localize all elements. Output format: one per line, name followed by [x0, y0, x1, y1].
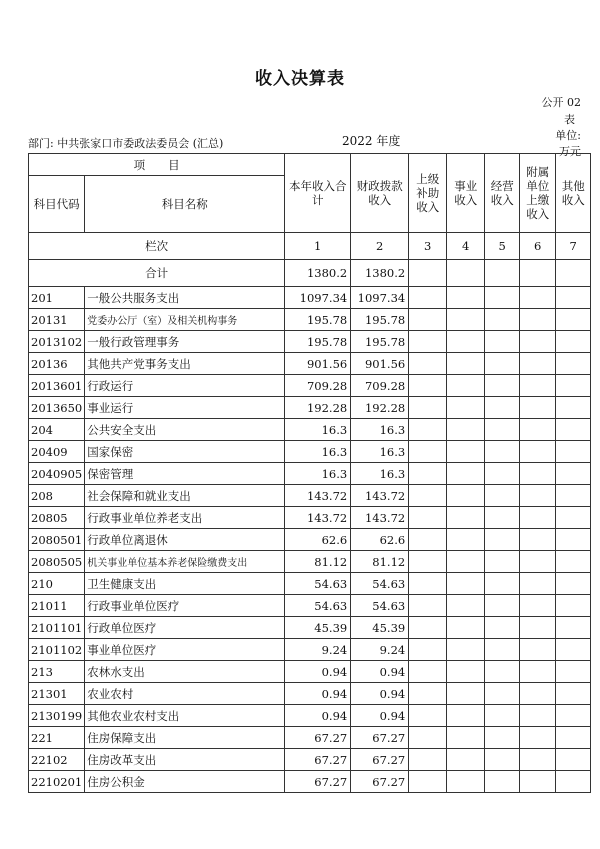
business-income [447, 573, 485, 595]
subject-code: 2013102 [29, 331, 85, 353]
other-income [556, 727, 591, 749]
business-income [447, 683, 485, 705]
table-row [29, 463, 591, 485]
operating-income [485, 529, 520, 551]
operating-income [485, 705, 520, 727]
superior-income [409, 441, 447, 463]
income-total: 901.56 [285, 353, 351, 375]
income-total: 0.94 [285, 661, 351, 683]
income-total: 16.3 [285, 419, 351, 441]
subject-name: 住房改革支出 [85, 749, 285, 771]
subject-name: 卫生健康支出 [85, 573, 285, 595]
superior-income [409, 661, 447, 683]
affiliated-income [520, 573, 556, 595]
operating-income [485, 353, 520, 375]
affiliated-income [520, 749, 556, 771]
income-total: 1097.34 [285, 287, 351, 309]
unit-label: 单位: [555, 129, 581, 142]
operating-income [485, 683, 520, 705]
income-total: 0.94 [285, 705, 351, 727]
table-row [29, 375, 591, 397]
business-income [447, 375, 485, 397]
income-total: 195.78 [285, 309, 351, 331]
revenue-table [28, 153, 591, 793]
total-col1: 1380.2 [285, 260, 351, 287]
affiliated-income [520, 661, 556, 683]
income-total: 54.63 [285, 573, 351, 595]
col-num: 5 [485, 233, 520, 260]
income-total: 143.72 [285, 485, 351, 507]
fiscal-income: 0.94 [351, 705, 409, 727]
subject-name: 事业单位医疗 [85, 639, 285, 661]
superior-income [409, 771, 447, 793]
fiscal-income: 1097.34 [351, 287, 409, 309]
affiliated-income [520, 771, 556, 793]
fiscal-income: 143.72 [351, 485, 409, 507]
business-income [447, 705, 485, 727]
superior-income [409, 375, 447, 397]
col-num: 4 [447, 233, 485, 260]
fiscal-income: 0.94 [351, 661, 409, 683]
subject-name: 国家保密 [85, 441, 285, 463]
superior-income [409, 397, 447, 419]
affiliated-income [520, 463, 556, 485]
table-row [29, 441, 591, 463]
subject-name: 一般公共服务支出 [85, 287, 285, 309]
fiscal-income: 54.63 [351, 595, 409, 617]
col-num: 1 [285, 233, 351, 260]
page-title: 收入决算表 [255, 69, 345, 89]
income-total: 9.24 [285, 639, 351, 661]
subject-name: 行政事业单位医疗 [85, 595, 285, 617]
subject-name: 农业农村 [85, 683, 285, 705]
affiliated-income [520, 375, 556, 397]
table-row [29, 309, 591, 331]
subject-code: 210 [29, 573, 85, 595]
operating-income [485, 287, 520, 309]
income-total: 16.3 [285, 463, 351, 485]
business-income [447, 551, 485, 573]
subject-code: 208 [29, 485, 85, 507]
table-row [29, 551, 591, 573]
empty-cell [520, 260, 556, 287]
superior-income [409, 463, 447, 485]
empty-cell [556, 260, 591, 287]
affiliated-income [520, 683, 556, 705]
table-row [29, 595, 591, 617]
table-row [29, 529, 591, 551]
table-row [29, 419, 591, 441]
subject-name: 住房保障支出 [85, 727, 285, 749]
superior-income [409, 529, 447, 551]
subject-code: 21301 [29, 683, 85, 705]
table-row [29, 661, 591, 683]
operating-income [485, 551, 520, 573]
subject-code: 20409 [29, 441, 85, 463]
table-row [29, 287, 591, 309]
affiliated-income [520, 529, 556, 551]
business-income [447, 441, 485, 463]
fiscal-income: 901.56 [351, 353, 409, 375]
business-income [447, 463, 485, 485]
table-row [29, 749, 591, 771]
affiliated-income [520, 485, 556, 507]
subject-code: 2013650 [29, 397, 85, 419]
operating-income [485, 375, 520, 397]
operating-income [485, 463, 520, 485]
subject-code: 2101101 [29, 617, 85, 639]
operating-income [485, 727, 520, 749]
superior-income [409, 551, 447, 573]
other-income [556, 463, 591, 485]
subject-name: 行政单位离退休 [85, 529, 285, 551]
subject-name: 一般行政管理事务 [85, 331, 285, 353]
other-income [556, 661, 591, 683]
operating-income [485, 331, 520, 353]
col-business-header: 事业收入 [447, 154, 485, 233]
business-income [447, 507, 485, 529]
other-income [556, 595, 591, 617]
unit-value: 万元 [559, 145, 581, 158]
col-num: 3 [409, 233, 447, 260]
income-total: 195.78 [285, 331, 351, 353]
income-total: 45.39 [285, 617, 351, 639]
affiliated-income [520, 595, 556, 617]
business-income [447, 661, 485, 683]
empty-cell [409, 260, 447, 287]
other-income [556, 683, 591, 705]
affiliated-income [520, 419, 556, 441]
subject-name: 行政单位医疗 [85, 617, 285, 639]
subject-name: 其他共产党事务支出 [85, 353, 285, 375]
col-num: 6 [520, 233, 556, 260]
table-row [29, 573, 591, 595]
other-income [556, 705, 591, 727]
subject-code: 2130199 [29, 705, 85, 727]
affiliated-income [520, 287, 556, 309]
fiscal-income: 195.78 [351, 309, 409, 331]
superior-income [409, 287, 447, 309]
subject-code: 21011 [29, 595, 85, 617]
operating-income [485, 507, 520, 529]
operating-income [485, 639, 520, 661]
col-num: 7 [556, 233, 591, 260]
subject-name: 住房公积金 [85, 771, 285, 793]
superior-income [409, 485, 447, 507]
business-income [447, 617, 485, 639]
business-income [447, 485, 485, 507]
business-income [447, 771, 485, 793]
form-code: 公开 02 [541, 96, 581, 109]
affiliated-income [520, 331, 556, 353]
col-operating-header: 经营收入 [485, 154, 520, 233]
other-income [556, 485, 591, 507]
other-income [556, 397, 591, 419]
business-income [447, 353, 485, 375]
subject-code: 22102 [29, 749, 85, 771]
fiscal-income: 143.72 [351, 507, 409, 529]
superior-income [409, 573, 447, 595]
subject-code: 20805 [29, 507, 85, 529]
table-row [29, 331, 591, 353]
business-income [447, 639, 485, 661]
fiscal-income: 16.3 [351, 419, 409, 441]
subject-name: 农林水支出 [85, 661, 285, 683]
col-num: 2 [351, 233, 409, 260]
fiscal-income: 0.94 [351, 683, 409, 705]
table-row [29, 727, 591, 749]
fiscal-income: 67.27 [351, 727, 409, 749]
superior-income [409, 683, 447, 705]
other-income [556, 507, 591, 529]
superior-income [409, 617, 447, 639]
fiscal-income: 192.28 [351, 397, 409, 419]
fiscal-year: 2022 年度 [342, 134, 401, 148]
income-total: 67.27 [285, 727, 351, 749]
fiscal-income: 67.27 [351, 771, 409, 793]
operating-income [485, 595, 520, 617]
other-income [556, 617, 591, 639]
table-row [29, 353, 591, 375]
col-fiscal-header: 财政拨款收入 [351, 154, 409, 233]
column-no-label: 栏次 [29, 233, 285, 260]
form-code-suffix: 表 [564, 113, 575, 126]
table-row [29, 397, 591, 419]
subject-code: 213 [29, 661, 85, 683]
fiscal-income: 16.3 [351, 463, 409, 485]
superior-income [409, 639, 447, 661]
superior-income [409, 331, 447, 353]
subject-name: 党委办公厅（室）及相关机构事务 [85, 309, 285, 331]
other-income [556, 573, 591, 595]
other-income [556, 331, 591, 353]
business-income [447, 529, 485, 551]
subject-code-header: 科目代码 [29, 176, 85, 233]
operating-income [485, 617, 520, 639]
operating-income [485, 771, 520, 793]
business-income [447, 287, 485, 309]
superior-income [409, 507, 447, 529]
subject-name: 公共安全支出 [85, 419, 285, 441]
affiliated-income [520, 309, 556, 331]
subject-code: 2013601 [29, 375, 85, 397]
income-total: 0.94 [285, 683, 351, 705]
operating-income [485, 397, 520, 419]
business-income [447, 749, 485, 771]
affiliated-income [520, 507, 556, 529]
operating-income [485, 661, 520, 683]
subject-name: 社会保障和就业支出 [85, 485, 285, 507]
subject-name: 行政运行 [85, 375, 285, 397]
subject-name: 保密管理 [85, 463, 285, 485]
other-income [556, 287, 591, 309]
table-row [29, 617, 591, 639]
col-total-header: 本年收入合计 [285, 154, 351, 233]
subject-code: 2080501 [29, 529, 85, 551]
table-row [29, 771, 591, 793]
fiscal-income: 81.12 [351, 551, 409, 573]
business-income [447, 309, 485, 331]
affiliated-income [520, 353, 556, 375]
table-row [29, 705, 591, 727]
other-income [556, 375, 591, 397]
other-income [556, 771, 591, 793]
affiliated-income [520, 617, 556, 639]
fiscal-income: 16.3 [351, 441, 409, 463]
table-row [29, 639, 591, 661]
superior-income [409, 309, 447, 331]
operating-income [485, 573, 520, 595]
fiscal-income: 9.24 [351, 639, 409, 661]
table-row [29, 507, 591, 529]
fiscal-income: 195.78 [351, 331, 409, 353]
income-total: 16.3 [285, 441, 351, 463]
other-income [556, 639, 591, 661]
operating-income [485, 419, 520, 441]
total-col2: 1380.2 [351, 260, 409, 287]
col-affiliated-header: 附属单位上缴收入 [520, 154, 556, 233]
other-income [556, 551, 591, 573]
subject-name: 行政事业单位养老支出 [85, 507, 285, 529]
income-total: 54.63 [285, 595, 351, 617]
other-income [556, 353, 591, 375]
superior-income [409, 595, 447, 617]
fiscal-income: 54.63 [351, 573, 409, 595]
income-total: 192.28 [285, 397, 351, 419]
subject-code: 20131 [29, 309, 85, 331]
other-income [556, 441, 591, 463]
fiscal-income: 709.28 [351, 375, 409, 397]
operating-income [485, 485, 520, 507]
income-total: 67.27 [285, 749, 351, 771]
business-income [447, 727, 485, 749]
income-total: 709.28 [285, 375, 351, 397]
fiscal-income: 45.39 [351, 617, 409, 639]
other-income [556, 309, 591, 331]
col-other-header: 其他收入 [556, 154, 591, 233]
business-income [447, 331, 485, 353]
affiliated-income [520, 705, 556, 727]
subject-code: 204 [29, 419, 85, 441]
subject-name: 事业运行 [85, 397, 285, 419]
department-label: 部门: 中共张家口市委政法委员会 (汇总) [28, 137, 224, 150]
business-income [447, 397, 485, 419]
empty-cell [485, 260, 520, 287]
other-income [556, 419, 591, 441]
other-income [556, 529, 591, 551]
income-total: 67.27 [285, 771, 351, 793]
other-income [556, 749, 591, 771]
affiliated-income [520, 639, 556, 661]
subject-code: 201 [29, 287, 85, 309]
subject-code: 221 [29, 727, 85, 749]
affiliated-income [520, 441, 556, 463]
superior-income [409, 419, 447, 441]
operating-income [485, 441, 520, 463]
income-total: 143.72 [285, 507, 351, 529]
col-superior-header: 上级补助收入 [409, 154, 447, 233]
subject-name: 其他农业农村支出 [85, 705, 285, 727]
affiliated-income [520, 551, 556, 573]
table-row [29, 485, 591, 507]
subject-name-header: 科目名称 [85, 176, 285, 233]
subject-name: 机关事业单位基本养老保险缴费支出 [85, 551, 285, 573]
item-header: 项 目 [29, 154, 285, 176]
superior-income [409, 727, 447, 749]
income-total: 62.6 [285, 529, 351, 551]
subject-code: 2101102 [29, 639, 85, 661]
affiliated-income [520, 727, 556, 749]
business-income [447, 419, 485, 441]
fiscal-income: 62.6 [351, 529, 409, 551]
total-label: 合计 [29, 260, 285, 287]
empty-cell [447, 260, 485, 287]
superior-income [409, 705, 447, 727]
superior-income [409, 353, 447, 375]
operating-income [485, 749, 520, 771]
subject-code: 2210201 [29, 771, 85, 793]
superior-income [409, 749, 447, 771]
subject-code: 20136 [29, 353, 85, 375]
subject-code: 2040905 [29, 463, 85, 485]
operating-income [485, 309, 520, 331]
fiscal-income: 67.27 [351, 749, 409, 771]
table-row [29, 683, 591, 705]
subject-code: 2080505 [29, 551, 85, 573]
income-total: 81.12 [285, 551, 351, 573]
affiliated-income [520, 397, 556, 419]
business-income [447, 595, 485, 617]
